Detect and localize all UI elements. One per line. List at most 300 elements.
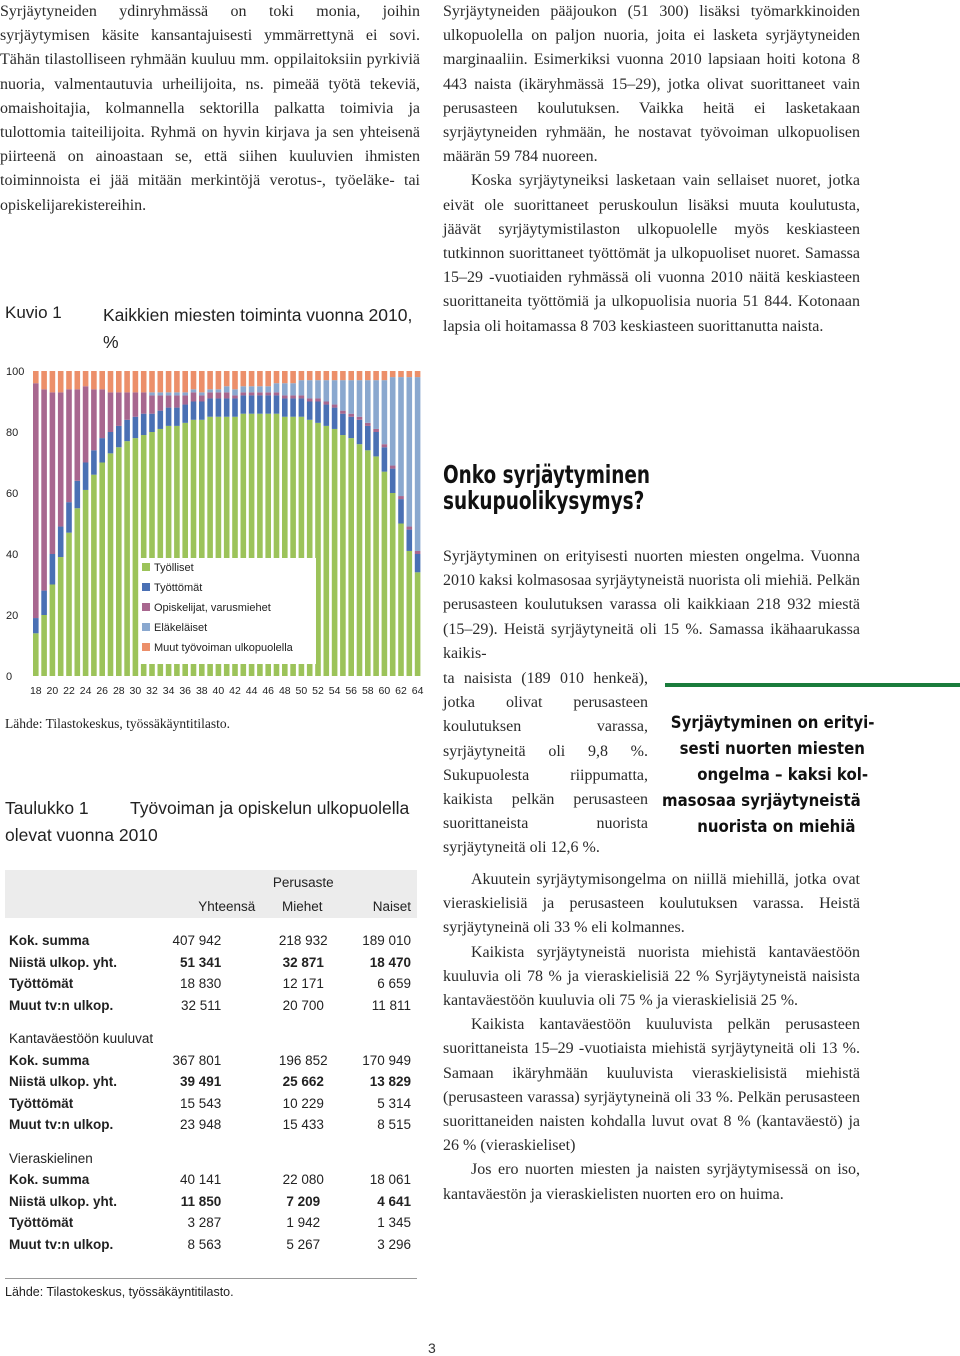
value-cell: 367 801 [172,1052,222,1068]
bar-segment [357,380,363,417]
bar-segment [199,395,205,401]
bar-segment [382,447,388,471]
bar-segment [365,450,371,676]
row-label: Niistä ulkop. yht. [9,954,118,970]
bar-segment [174,395,180,407]
table-cell [345,918,417,930]
bar-segment [83,490,89,676]
bar-segment [407,530,413,551]
bar-segment [141,371,147,392]
bar-segment [50,554,56,585]
bar-segment [382,444,388,447]
value-cell: 10 229 [282,1095,324,1111]
table-row [5,930,417,952]
bar-segment [415,572,421,676]
bar-segment [315,423,321,676]
bar-segment [41,615,47,676]
bar-segment [249,395,255,413]
value-cell: 25 662 [282,1074,324,1090]
bar-segment [75,371,81,389]
bar-segment [216,392,222,398]
bar-segment [241,371,247,386]
bar-segment [133,417,139,438]
legend-swatch [142,643,150,651]
value-cell: 407 942 [172,933,222,949]
stacked-bar-chart [0,360,430,705]
bar-segment [133,438,139,676]
bar-segment [324,402,330,405]
bar-segment [33,371,39,383]
value-cell: 1 345 [377,1215,411,1231]
bar-segment [382,371,388,380]
pull-quote [662,710,960,840]
bar-segment [348,417,354,438]
bar-segment [99,438,105,462]
bar-segment [83,463,89,490]
x-tick-label: 28 [112,685,125,697]
y-tick-label: 40 [6,549,19,561]
bar-segment [232,395,238,398]
bar-segment [91,371,97,389]
bar-segment [332,429,338,676]
bar-segment [141,414,147,435]
pull-quote-line: masosaa syrjäytyneistä [662,791,861,811]
legend-swatch [142,583,150,591]
value-cell: 18 830 [179,976,222,992]
value-cell: 5 267 [286,1236,321,1252]
bar-segment [66,389,72,502]
bar-segment [182,392,188,395]
bar-segment [382,472,388,676]
x-tick-label: 20 [46,685,59,697]
bar-segment [299,380,305,395]
data-table [5,870,417,1255]
bar-segment [232,389,238,395]
table-section-label: Kantaväestöön kuuluvat [9,1031,154,1047]
bar-segment [265,395,271,413]
bar-segment [299,398,305,416]
legend-label: Muut työvoiman ulkopuolella [154,642,293,654]
section-heading: Onko syrjäytyminen sukupuolikysymys? [443,460,651,515]
bar-segment [373,432,379,456]
bar-segment [182,371,188,392]
bar-segment [58,392,64,526]
legend-label: Opiskelijat, varusmiehet [154,602,271,614]
bar-segment [265,386,271,392]
value-cell: 13 829 [369,1074,411,1090]
right-paragraph-3: Akuutein syrjäytymisongelma on niillä miehillä, jotka ovat vieraskielisiä ja perusasteen koulutuksen varassa. Heistä syrjäytyneinä oli 33 % eli kolmannes. [443,871,860,937]
bar-segment [274,395,280,413]
bar-segment [124,371,130,392]
bar-segment [199,371,205,392]
bar-segment [282,398,288,416]
right-paragraph-6: Jos ero nuorten miesten ja naisten syrjäytymisessä on iso, kantaväestön ja vieraskielisten nuorten ero on huima. [443,1161,860,1203]
value-cell: 40 141 [179,1172,222,1188]
x-tick-label: 42 [229,685,241,697]
table-row [5,952,417,974]
bar-segment [207,371,213,389]
table-number: Taulukko 1 [5,798,89,818]
x-tick-label: 34 [162,685,175,697]
bar-segment [365,426,371,450]
table-row [5,1016,417,1028]
column-header: Miehet [261,894,345,918]
left-column [0,0,420,218]
value-cell: 23 948 [179,1117,222,1133]
bar-segment [340,435,346,676]
table-row [5,995,417,1017]
bar-segment [249,371,255,386]
bar-segment [332,371,338,380]
bar-segment [50,585,56,677]
x-tick-label: 22 [63,685,75,697]
legend-swatch [142,623,150,631]
bar-segment [340,371,346,380]
bar-segment [249,392,255,395]
bar-segment [33,383,39,618]
bar-segment [365,423,371,426]
bar-segment [216,371,222,389]
bar-segment [390,377,396,465]
header-cell [5,894,148,918]
header-cell [345,870,417,894]
bar-segment [348,438,354,676]
bar-segment [257,371,263,386]
table-row [5,1148,417,1170]
bar-segment [315,402,321,423]
bar-segment [290,383,296,395]
x-tick-label: 50 [295,685,308,697]
x-tick-label: 64 [411,685,424,697]
bar-segment [373,429,379,432]
x-tick-label: 54 [328,685,341,697]
table-cell [148,1016,261,1028]
row-label: Kok. summa [9,1172,90,1188]
table-cell [5,1136,148,1148]
bar-segment [108,392,114,432]
pull-quote-rule [665,683,960,687]
bar-segment [232,371,238,389]
bar-segment [199,402,205,420]
table-cell [5,1016,148,1028]
row-label: Työttömät [9,1095,74,1111]
bar-segment [407,371,413,377]
bar-segment [58,371,64,392]
bar-segment [324,371,330,380]
bar-segment [232,398,238,416]
bar-segment [324,426,330,676]
value-cell: 32 871 [282,954,324,970]
bar-segment [415,554,421,572]
bar-segment [124,441,130,676]
table-row [5,1050,417,1072]
bar-segment [174,408,180,426]
page-number: 3 [428,1340,436,1356]
table-row [5,1191,417,1213]
bar-segment [199,392,205,395]
legend-swatch [142,563,150,571]
bar-segment [265,371,271,386]
bar-segment [141,392,147,413]
value-cell: 20 700 [282,997,324,1013]
bar-segment [116,371,122,392]
y-tick-label: 80 [6,427,19,439]
right-intro-narrow [443,667,648,861]
table-cell [261,1016,345,1028]
column-header: Naiset [345,894,417,918]
bar-segment [373,456,379,676]
right-column-top [443,0,860,339]
row-label: Kok. summa [9,933,90,949]
bar-segment [75,481,81,508]
value-cell: 22 080 [282,1172,324,1188]
value-cell: 15 543 [179,1095,222,1111]
value-cell: 218 932 [278,933,328,949]
table-row [5,1114,417,1136]
bar-segment [315,380,321,398]
bar-segment [373,371,379,380]
bar-segment [299,395,305,398]
bar-segment [224,386,230,392]
y-tick-label: 100 [6,366,25,378]
row-label: Niistä ulkop. yht. [9,1193,118,1209]
legend-swatch [142,603,150,611]
value-cell: 189 010 [362,933,411,949]
x-tick-label: 30 [129,685,142,697]
bar-segment [357,420,363,444]
value-cell: 8 563 [187,1236,222,1252]
bar-segment [257,386,263,392]
bar-segment [382,380,388,444]
bar-segment [274,392,280,395]
bar-segment [216,398,222,416]
bar-segment [99,371,105,389]
y-tick-label: 0 [6,671,13,683]
bar-segment [348,414,354,417]
table-title-text: Työvoiman ja opiskelun ulkopuolella olevat vuonna 2010 [5,798,410,845]
table-cell [148,1136,261,1148]
bar-segment [191,389,197,392]
bar-segment [390,371,396,377]
bar-segment [415,377,421,551]
value-cell: 12 171 [282,976,324,992]
bar-segment [41,591,47,615]
bar-segment [315,398,321,401]
table-section-label: Vieraskielinen [9,1150,93,1166]
bar-segment [207,389,213,392]
bar-segment [348,380,354,414]
x-tick-label: 26 [96,685,109,697]
bar-segment [133,371,139,392]
value-cell: 3 296 [377,1236,411,1252]
bar-segment [108,432,114,453]
bar-segment [290,371,296,383]
y-tick-label: 60 [6,488,19,500]
row-label: Työttömät [9,1215,74,1231]
bar-segment [257,395,263,413]
bar-segment [407,551,413,676]
table-row [5,918,417,930]
bar-segment [340,411,346,414]
bar-segment [216,389,222,392]
value-cell: 11 850 [180,1193,222,1209]
bar-segment [158,392,164,395]
bar-segment [398,496,404,499]
x-tick-label: 18 [29,685,42,697]
value-cell: 15 433 [282,1117,324,1133]
bar-segment [324,405,330,426]
value-cell: 1 942 [286,1215,321,1231]
table-row [5,1212,417,1234]
bar-segment [241,386,247,392]
row-label: Työttömät [9,976,74,992]
bar-segment [91,475,97,676]
bar-segment [332,380,338,404]
right-intro-wide [443,545,860,666]
column-header: Yhteensä [148,894,261,918]
x-tick-label: 60 [378,685,391,697]
header-cell [148,870,261,894]
x-tick-label: 58 [361,685,374,697]
bar-segment [207,398,213,416]
right-intro-part-2: ta naisista (189 010 henkeä), jotka olivat perusasteen koulutuksen varassa, syrjäytyneitä oli 9,8 %. Sukupuolesta riippumatta, kaikista pelkän perusasteen suorittaneista nuorista syrjäytyneitä oli 12,6 %. [443,670,648,857]
value-cell: 7 209 [286,1193,321,1209]
bar-segment [265,392,271,395]
bar-segment [398,371,404,377]
right-paragraph-5: Kaikista kantaväestöön kuuluvista pelkän perusasteen suorittaneista 15–29 -vuotiaista miehistä syrjäytyneitä oli 13 %. Samaan ikäryhmään kuuluvista vieraskielisistä miehistä (perusasteen varassa) syrjäytyneinä oli 33 %. Pelkän perusasteen suorittaneiden naisten kohdalla luvut ovat 8 % (kantaväestö) ja 26 % (vieraskieliset) [443,1016,860,1155]
bar-segment [415,551,421,554]
table-row [5,973,417,995]
bar-segment [182,405,188,423]
bar-segment [149,371,155,392]
pull-quote-line: sesti nuorten miesten [679,739,865,759]
table-cell [148,918,261,930]
bar-segment [133,392,139,416]
bar-segment [99,389,105,438]
value-cell: 3 287 [187,1215,222,1231]
bar-segment [357,371,363,380]
table-cell [5,918,148,930]
table-cell [261,1136,345,1148]
figure-number: Kuvio 1 [5,303,62,322]
bar-segment [166,371,172,392]
bar-segment [75,508,81,676]
bar-segment [124,392,130,419]
bar-segment [373,380,379,429]
bar-segment [332,408,338,429]
value-cell: 8 515 [377,1117,411,1133]
bar-segment [108,371,114,392]
bar-segment [340,380,346,411]
bar-segment [158,411,164,429]
legend-label: Työttömät [154,582,203,594]
row-label: Niistä ulkop. yht. [9,1074,118,1090]
x-tick-label: 62 [395,685,407,697]
bar-segment [66,371,72,389]
bar-segment [357,417,363,420]
bar-segment [58,527,64,558]
x-tick-label: 52 [312,685,324,697]
right-paragraph-1: Syrjäytyneiden pääjoukon (51 300) lisäksi työmarkkinoiden ulkopuolella on paljon nuoria, joita ei lasketa syrjäytyneiden marginaaliin. Esimerkiksi vuonna 2010 lapsiaan hoiti kotona 8 443 naista (ikäryhmässä 15–29), jotka olivat suorittaneet vain perusasteen koulutuksen. Vaikka heitä ei lasketakaan syrjäytyneiden ryhmään, he nostavat työvoiman ulkopuolisen määrän 59 784 nuoreen. [443,3,860,166]
bar-segment [390,469,396,493]
bar-segment [66,502,72,533]
value-cell: 11 811 [371,997,411,1013]
pull-quote-line: Syrjäytyminen on erityi- [670,713,875,733]
figure-source: Lähde: Tilastokeskus, työssäkäyntitilasto. [5,716,230,731]
bar-segment [307,402,313,420]
value-cell: 32 511 [180,997,222,1013]
table-row [5,870,417,894]
bar-segment [249,386,255,392]
bar-segment [33,618,39,633]
bar-segment [58,557,64,676]
bar-segment [124,420,130,441]
bar-segment [158,371,164,392]
x-tick-label: 56 [345,685,358,697]
bar-segment [75,389,81,481]
bar-segment [33,633,39,676]
table-source: Lähde: Tilastokeskus, työssäkäyntitilasto. [5,1285,234,1299]
bar-segment [174,392,180,395]
right-paragraph-4: Kaikista syrjäytyneistä nuorista miehistä kantaväestöön kuuluvia oli 78 % ja vieraskielisiä 22 % Syrjäytyneistä naisista kantaväestöön kuuluvia oli 75 % ja vieraskielisiä 25 %. [443,943,860,1010]
table-row [5,1093,417,1115]
bar-segment [50,392,56,554]
bar-segment [415,371,421,377]
row-label: Muut tv:n ulkop. [9,997,114,1013]
bar-segment [224,392,230,398]
bar-segment [224,371,230,386]
bar-segment [315,371,321,380]
bar-segment [166,392,172,395]
bar-segment [307,371,313,380]
x-tick-label: 46 [262,685,275,697]
bar-segment [116,392,122,426]
table-row [5,894,417,918]
bar-segment [149,395,155,413]
bar-segment [407,377,413,526]
value-cell: 4 641 [377,1193,411,1209]
bar-segment [207,392,213,398]
bar-segment [158,395,164,410]
bar-segment [116,447,122,676]
bar-segment [241,395,247,413]
bar-segment [91,389,97,450]
table-row [5,1071,417,1093]
bar-segment [274,383,280,392]
legend-label: Työlliset [154,562,194,574]
bar-segment [191,392,197,401]
x-tick-label: 48 [278,685,291,697]
bar-segment [241,392,247,395]
bar-segment [166,408,172,426]
bar-segment [407,527,413,530]
bar-segment [50,371,56,392]
bar-segment [191,402,197,420]
value-cell: 196 852 [278,1052,328,1068]
table-row [5,1169,417,1191]
left-paragraph: Syrjäytyneiden ydinryhmässä on toki monia, joihin syrjäytymisen käsite kansantajuisesti ymmärrettynä ei sovi. Tähän tilastolliseen ryhmään kuuluu mm. oppilaitoksiin pyrkiviä nuoria, valmentautuvia urheilijoita, ns. pimeää työtä tekeviä, omaishoitajia, kolmannella sektorilla palkatta toimivia ja tulottomia taiteilijoita. Ryhmä on hyvin kirjava ja sen yhteisenä piirteenä on ainoastaan se, että siihen kuuluvien ihmisten toiminnoista ei jää mitään merkintöjä verotus-, työeläke- tai opiskelijarekistereihin. [0,3,420,214]
x-tick-label: 40 [212,685,225,697]
bar-segment [99,463,105,677]
bar-segment [357,444,363,676]
right-intro-part-1: Syrjäytyminen on erityisesti nuorten miesten ongelma. Vuonna 2010 kaksi kolmasosaa syrjäytyneistä nuorista oli miehiä. Pelkän perusasteen koulutuksen varassa oli kaikkiaan 218 932 miestä (15–29). Heistä syrjäytyneitä oli 15 %. Samassa ikähaarukassa kaikis- [443,548,860,662]
bar-segment [390,493,396,676]
value-cell: 39 491 [179,1074,222,1090]
bar-segment [398,377,404,496]
header-group: Perusaste [261,870,345,894]
table-row [5,1136,417,1148]
bar-segment [274,371,280,383]
